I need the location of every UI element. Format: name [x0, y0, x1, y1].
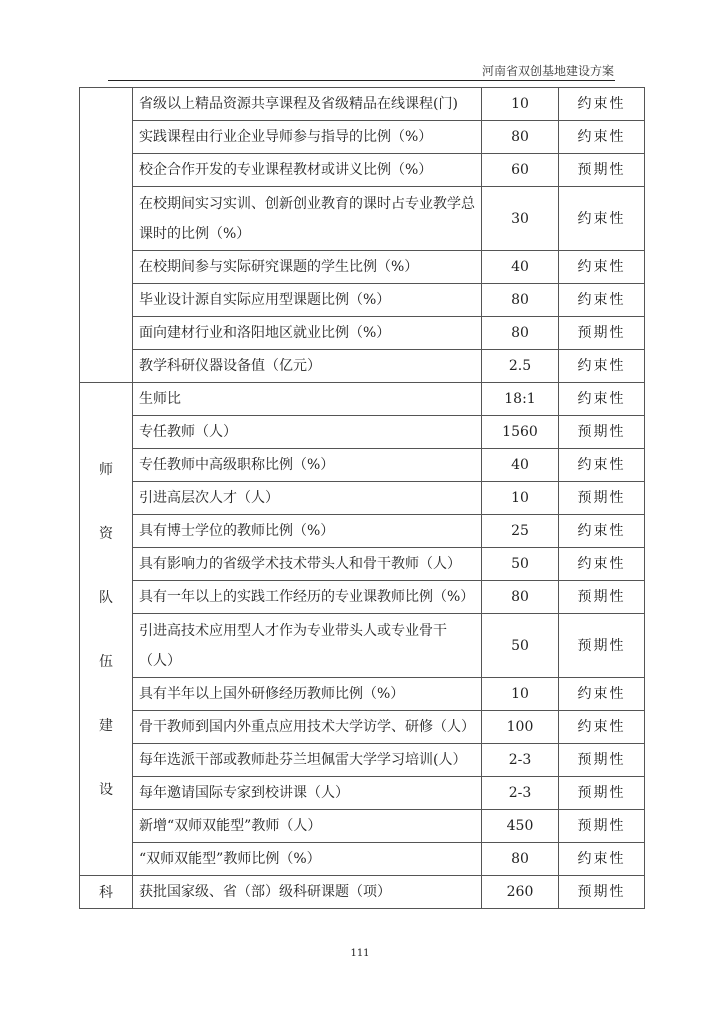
item-cell: 每年邀请国际专家到校讲课（人）	[133, 777, 482, 810]
table-row	[80, 350, 645, 383]
category-cell	[80, 88, 133, 383]
value-cell: 80	[482, 121, 559, 154]
type-cell: 约束性	[559, 678, 645, 711]
item-cell: 具有半年以上国外研修经历教师比例（%）	[133, 678, 482, 711]
item-cell: 教学科研仪器设备值（亿元）	[133, 350, 482, 383]
category-char: 资	[99, 526, 113, 542]
type-cell: 预期性	[559, 482, 645, 515]
category-char: 科	[99, 885, 113, 901]
running-header: 河南省双创基地建设方案	[481, 64, 614, 78]
type-cell: 预期性	[559, 744, 645, 777]
type-cell: 约束性	[559, 843, 645, 876]
table-row	[80, 744, 645, 777]
value-cell: 18:1	[482, 383, 559, 416]
table-row	[80, 777, 645, 810]
item-cell: 获批国家级、省（部）级科研课题（项）	[133, 876, 482, 909]
value-cell: 1560	[482, 416, 559, 449]
value-cell: 80	[482, 843, 559, 876]
type-cell: 约束性	[559, 449, 645, 482]
type-cell: 约束性	[559, 187, 645, 251]
type-cell: 预期性	[559, 810, 645, 843]
value-cell: 10	[482, 678, 559, 711]
item-cell: 在校期间参与实际研究课题的学生比例（%）	[133, 251, 482, 284]
table-row	[80, 711, 645, 744]
category-cell	[80, 876, 133, 909]
table-row	[80, 876, 645, 909]
category-char: 伍	[99, 654, 113, 670]
type-cell: 预期性	[559, 876, 645, 909]
value-cell: 40	[482, 251, 559, 284]
type-cell: 约束性	[559, 350, 645, 383]
category-char: 建	[99, 718, 113, 734]
table-row	[80, 383, 645, 416]
value-cell: 30	[482, 187, 559, 251]
item-cell: 省级以上精品资源共享课程及省级精品在线课程(门)	[133, 88, 482, 121]
value-cell: 10	[482, 482, 559, 515]
table-row	[80, 317, 645, 350]
item-cell: 引进高层次人才（人）	[133, 482, 482, 515]
item-cell: 骨干教师到国内外重点应用技术大学访学、研修（人）	[133, 711, 482, 744]
table-row	[80, 614, 645, 678]
item-cell: 在校期间实习实训、创新创业教育的课时占专业教学总课时的比例（%）	[133, 187, 482, 251]
value-cell: 2-3	[482, 744, 559, 777]
value-cell: 80	[482, 284, 559, 317]
type-cell: 预期性	[559, 154, 645, 187]
table-row	[80, 843, 645, 876]
category-char: 队	[99, 590, 113, 606]
type-cell: 约束性	[559, 515, 645, 548]
value-cell: 450	[482, 810, 559, 843]
type-cell: 约束性	[559, 88, 645, 121]
value-cell: 100	[482, 711, 559, 744]
category-cell	[80, 383, 133, 876]
table-row	[80, 416, 645, 449]
category-char: 师	[99, 462, 113, 478]
value-cell: 2.5	[482, 350, 559, 383]
page-number: 111	[350, 948, 370, 959]
table-row	[80, 678, 645, 711]
category-char: 设	[99, 782, 113, 798]
type-cell: 约束性	[559, 548, 645, 581]
table-row	[80, 482, 645, 515]
table-row	[80, 154, 645, 187]
item-cell: 引进高技术应用型人才作为专业带头人或专业骨干（人）	[133, 614, 482, 678]
type-cell: 约束性	[559, 711, 645, 744]
item-cell: 面向建材行业和洛阳地区就业比例（%）	[133, 317, 482, 350]
item-cell: 校企合作开发的专业课程教材或讲义比例（%）	[133, 154, 482, 187]
header-rule	[108, 80, 615, 81]
item-cell: 专任教师中高级职称比例（%）	[133, 449, 482, 482]
table-row	[80, 251, 645, 284]
item-cell: 具有一年以上的实践工作经历的专业课教师比例（%）	[133, 581, 482, 614]
value-cell: 10	[482, 88, 559, 121]
item-cell: “双师双能型”教师比例（%）	[133, 843, 482, 876]
item-cell: 生师比	[133, 383, 482, 416]
type-cell: 约束性	[559, 121, 645, 154]
value-cell: 2-3	[482, 777, 559, 810]
table-row	[80, 88, 645, 121]
type-cell: 预期性	[559, 416, 645, 449]
item-cell: 具有博士学位的教师比例（%）	[133, 515, 482, 548]
type-cell: 预期性	[559, 581, 645, 614]
value-cell: 60	[482, 154, 559, 187]
item-cell: 每年选派干部或教师赴芬兰坦佩雷大学学习培训(人）	[133, 744, 482, 777]
value-cell: 25	[482, 515, 559, 548]
type-cell: 预期性	[559, 777, 645, 810]
value-cell: 40	[482, 449, 559, 482]
table-row	[80, 187, 645, 251]
table-row	[80, 581, 645, 614]
item-cell: 毕业设计源自实际应用型课题比例（%）	[133, 284, 482, 317]
value-cell: 50	[482, 614, 559, 678]
indicator-table	[79, 87, 645, 909]
type-cell: 约束性	[559, 284, 645, 317]
table-row	[80, 810, 645, 843]
table-row	[80, 449, 645, 482]
item-cell: 新增“双师双能型”教师（人）	[133, 810, 482, 843]
type-cell: 预期性	[559, 614, 645, 678]
item-cell: 专任教师（人）	[133, 416, 482, 449]
table-row	[80, 548, 645, 581]
value-cell: 260	[482, 876, 559, 909]
table-row	[80, 121, 645, 154]
type-cell: 约束性	[559, 251, 645, 284]
item-cell: 具有影响力的省级学术技术带头人和骨干教师（人）	[133, 548, 482, 581]
value-cell: 50	[482, 548, 559, 581]
value-cell: 80	[482, 581, 559, 614]
table-row	[80, 515, 645, 548]
item-cell: 实践课程由行业企业导师参与指导的比例（%）	[133, 121, 482, 154]
type-cell: 约束性	[559, 383, 645, 416]
table-row	[80, 284, 645, 317]
type-cell: 预期性	[559, 317, 645, 350]
value-cell: 80	[482, 317, 559, 350]
